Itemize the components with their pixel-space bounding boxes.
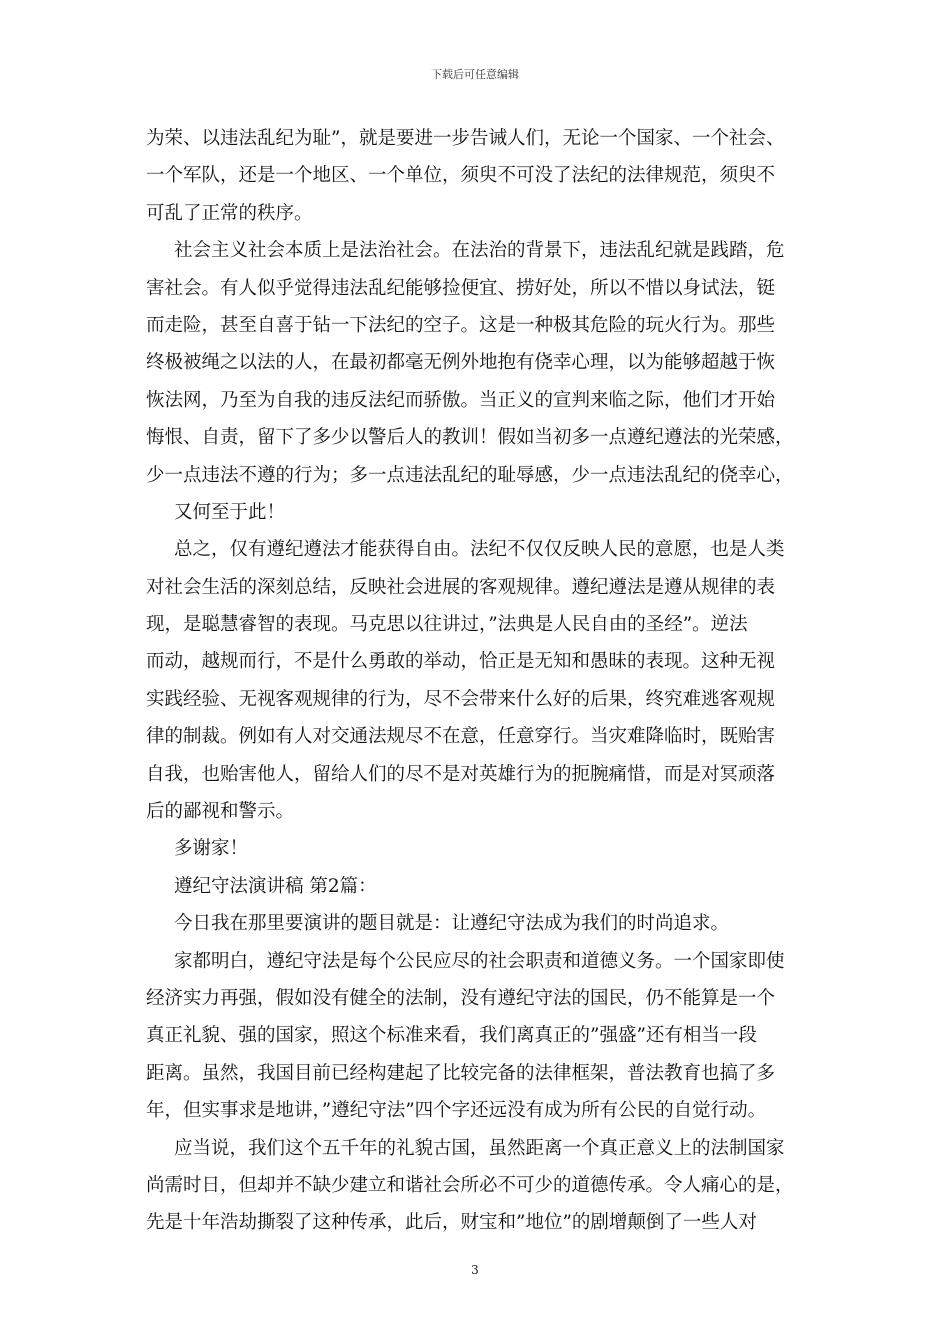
text-line: 对社会生活的深刻总结，反映社会进展的客观规律。遵纪遵法是遵从规律的表 — [146, 576, 776, 598]
text-line: 律的制裁。例如有人对交通法规尽不在意，任意穿行。当灾难降临时，既贻害 — [146, 726, 776, 748]
text-line: 先是十年浩劫撕裂了这种传承，此后，财宝和”地位”的剧增颠倒了一些人对 — [146, 1212, 757, 1234]
paragraph-start-line: 应当说，我们这个五千年的礼貌古国，虽然距离一个真正意义上的法制国家 — [174, 1137, 785, 1159]
page-number: 3 — [471, 1263, 479, 1277]
paragraph-start-line: 社会主义社会本质上是法治社会。在法治的背景下，违法乱纪就是践踏，危 — [174, 240, 785, 262]
text-line: 现，是聪慧睿智的表现。马克思以往讲过，”法典是人民自由的圣经”。逆法 — [146, 614, 748, 636]
paragraph-start-line: 今日我在那里要演讲的题目就是：让遵纪守法成为我们的时尚追求。 — [174, 913, 730, 935]
document-body — [146, 120, 836, 1242]
text-line: 少一点违法不遵的行为；多一点违法乱纪的耻辱感，少一点违法乱纪的侥幸心， — [146, 464, 794, 486]
page-header: 下载后可任意编辑 — [431, 68, 519, 81]
text-line: 一个军队，还是一个地区、一个单位，须臾不可没了法纪的法律规范，须臾不 — [146, 165, 776, 187]
text-line: 距离。虽然，我国目前已经构建起了比较完备的法律框架，普法教育也搞了多 — [146, 1062, 776, 1084]
text-line: 又何至于此！ — [174, 501, 286, 523]
text-line: 恢法网，乃至为自我的违反法纪而骄傲。当正义的宣判来临之际，他们才开始 — [146, 389, 776, 411]
text-line: 终极被绳之以法的人，在最初都毫无例外地抱有侥幸心理，以为能够超越于恢 — [146, 352, 776, 374]
text-line: 悔恨、自责，留下了多少以警后人的教训！假如当初多一点遵纪遵法的光荣感， — [146, 427, 794, 449]
text-line: 尚需时日，但却并不缺少建立和谐社会所必不可少的道德传承。令人痛心的是， — [146, 1174, 794, 1196]
text-line: 后的鄙视和警示。 — [146, 801, 295, 823]
section-heading: 遵纪守法演讲稿 第2篇： — [174, 875, 377, 897]
text-line: 经济实力再强，假如没有健全的法制，没有遵纪守法的国民，仍不能算是一个 — [146, 987, 776, 1009]
text-line: 年，但实事求是地讲，”遵纪守法”四个字还远没有成为所有公民的自觉行动。 — [146, 1100, 767, 1122]
text-line: 真正礼貌、强的国家，照这个标准来看，我们离真正的”强盛”还有相当一段 — [146, 1025, 757, 1047]
text-line: 而动，越规而行，不是什么勇敢的举动，恰正是无知和愚昧的表现。这种无视 — [146, 651, 776, 673]
text-line: 可乱了正常的秩序。 — [146, 202, 313, 224]
text-line: 为荣、以违法乱纪为耻”，就是要进一步告诫人们，无论一个国家、一个社会、 — [146, 128, 785, 149]
text-line: 实践经验、无视客观规律的行为，尽不会带来什么好的后果，终究难逃客观规 — [146, 688, 776, 710]
paragraph-start-line: 多谢家！ — [174, 838, 249, 860]
text-line: 自我，也贻害他人，留给人们的尽不是对英雄行为的扼腕痛惜，而是对冥顽落 — [146, 763, 776, 785]
paragraph-start-line: 总之，仅有遵纪遵法才能获得自由。法纪不仅仅反映人民的意愿，也是人类 — [174, 539, 785, 561]
text-line: 而走险，甚至自喜于钻一下法纪的空子。这是一种极其危险的玩火行为。那些 — [146, 314, 776, 336]
text-line: 害社会。有人似乎觉得违法乱纪能够捡便宜、捞好处，所以不惜以身试法，铤 — [146, 277, 776, 299]
paragraph-start-line: 家都明白，遵纪守法是每个公民应尽的社会职责和道德义务。一个国家即使 — [174, 950, 785, 972]
